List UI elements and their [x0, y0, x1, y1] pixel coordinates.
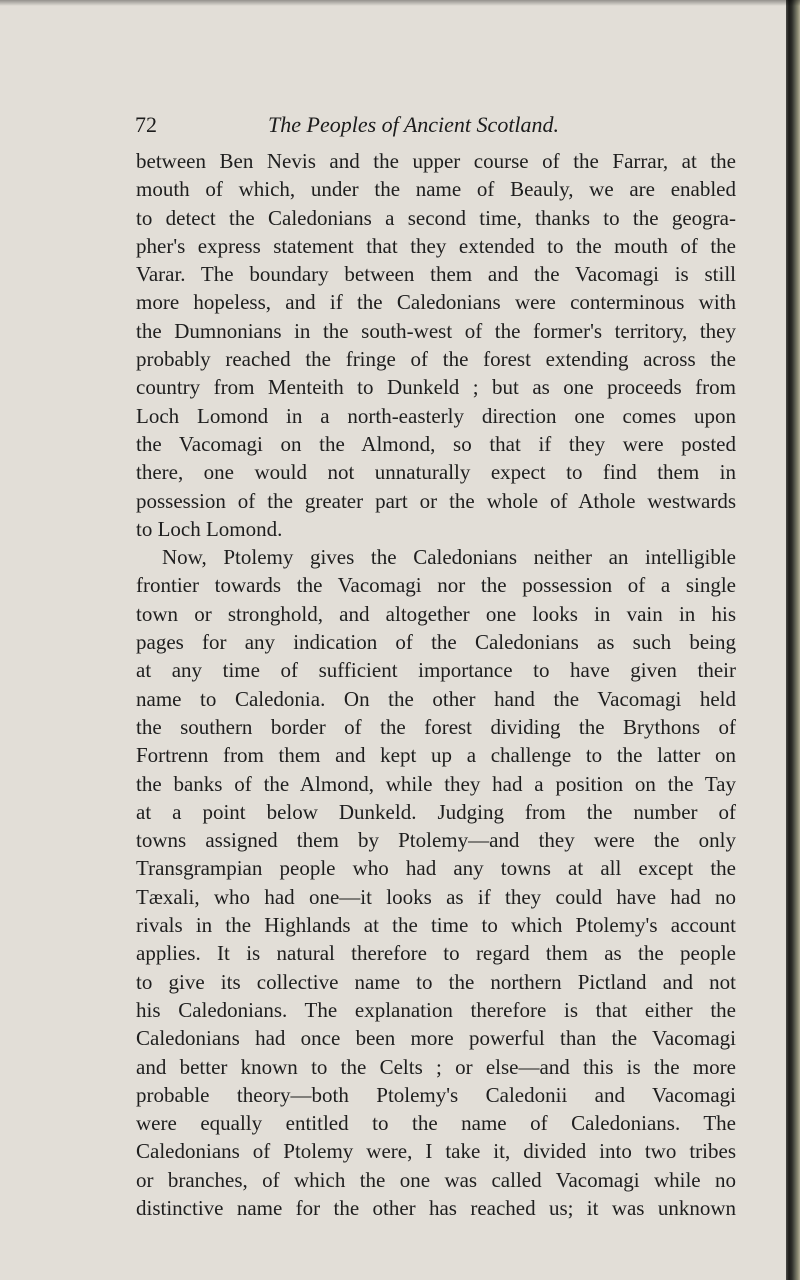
- text-line: to give its collective name to the northern Pictland and not: [136, 969, 736, 994]
- top-edge-shadow: [0, 0, 800, 6]
- text-line: or branches, of which the one was called Vacomagi while no: [136, 1167, 736, 1192]
- text-line: at a point below Dunkeld. Judging from the number of: [136, 799, 736, 824]
- body-text: [136, 147, 736, 1222]
- text-line: Loch Lomond in a north-easterly direction one comes upon: [136, 403, 736, 428]
- text-line: possession of the greater part or the whole of Athole westwards: [136, 488, 736, 513]
- text-line: and better known to the Celts ; or else—and this is the more: [136, 1054, 736, 1079]
- text-line: Caledonians had once been more powerful than the Vacomagi: [136, 1026, 736, 1051]
- text-line: towns assigned them by Ptolemy—and they were the only: [136, 828, 736, 853]
- text-line: Fortrenn from them and kept up a challenge to the latter on: [136, 743, 736, 768]
- text-line: distinctive name for the other has reached us; it was unknown: [136, 1195, 736, 1220]
- text-line: his Caledonians. The explanation therefore is that either the: [136, 997, 736, 1022]
- text-line: the Vacomagi on the Almond, so that if they were posted: [136, 431, 736, 456]
- text-line: were equally entitled to the name of Caledonians. The: [136, 1111, 736, 1136]
- text-line: name to Caledonia. On the other hand the Vacomagi held: [136, 686, 736, 711]
- text-line: probably reached the fringe of the forest extending across the: [136, 347, 736, 372]
- text-line: Tæxali, who had one—it looks as if they could have had no: [136, 884, 736, 909]
- running-header: [0, 112, 786, 142]
- text-line: Transgrampian people who had any towns at all except the: [136, 856, 736, 881]
- text-line: pher's express statement that they extended to the mouth of the: [136, 233, 736, 258]
- text-line: applies. It is natural therefore to regard them as the people: [136, 941, 736, 966]
- text-line: rivals in the Highlands at the time to which Ptolemy's account: [136, 913, 736, 938]
- text-line: at any time of sufficient importance to have given their: [136, 658, 736, 683]
- text-line: the southern border of the forest dividing the Brythons of: [136, 714, 736, 739]
- text-line: pages for any indication of the Caledonians as such being: [136, 630, 736, 655]
- text-line: more hopeless, and if the Caledonians were conterminous with: [136, 290, 736, 315]
- paragraph-end-line: to Loch Lomond.: [136, 516, 283, 541]
- text-line: to detect the Caledonians a second time, thanks to the geogra-: [136, 205, 736, 230]
- page-number: 72: [135, 112, 157, 137]
- text-line: the banks of the Almond, while they had a position on the Tay: [136, 771, 736, 796]
- text-line: country from Menteith to Dunkeld ; but as one proceeds from: [136, 375, 736, 400]
- text-line: mouth of which, under the name of Beauly, we are enabled: [136, 177, 736, 202]
- text-line: Varar. The boundary between them and the Vacomagi is still: [136, 262, 736, 287]
- text-line: between Ben Nevis and the upper course of the Farrar, at the: [136, 149, 736, 173]
- text-line: Caledonians of Ptolemy were, I take it, divided into two tribes: [136, 1139, 736, 1164]
- paragraph-start-line: Now, Ptolemy gives the Caledonians neither an intelligible: [162, 545, 736, 570]
- text-line: probable theory—both Ptolemy's Caledonii and Vacomagi: [136, 1082, 736, 1107]
- text-line: there, one would not unnaturally expect to find them in: [136, 460, 736, 485]
- text-line: frontier towards the Vacomagi nor the possession of a single: [136, 573, 736, 598]
- running-title: The Peoples of Ancient Scotland.: [268, 112, 560, 137]
- text-line: town or stronghold, and altogether one looks in vain in his: [136, 601, 736, 626]
- page-edge-shadow: [786, 0, 800, 1280]
- text-line: the Dumnonians in the south-west of the former's territory, they: [136, 318, 736, 343]
